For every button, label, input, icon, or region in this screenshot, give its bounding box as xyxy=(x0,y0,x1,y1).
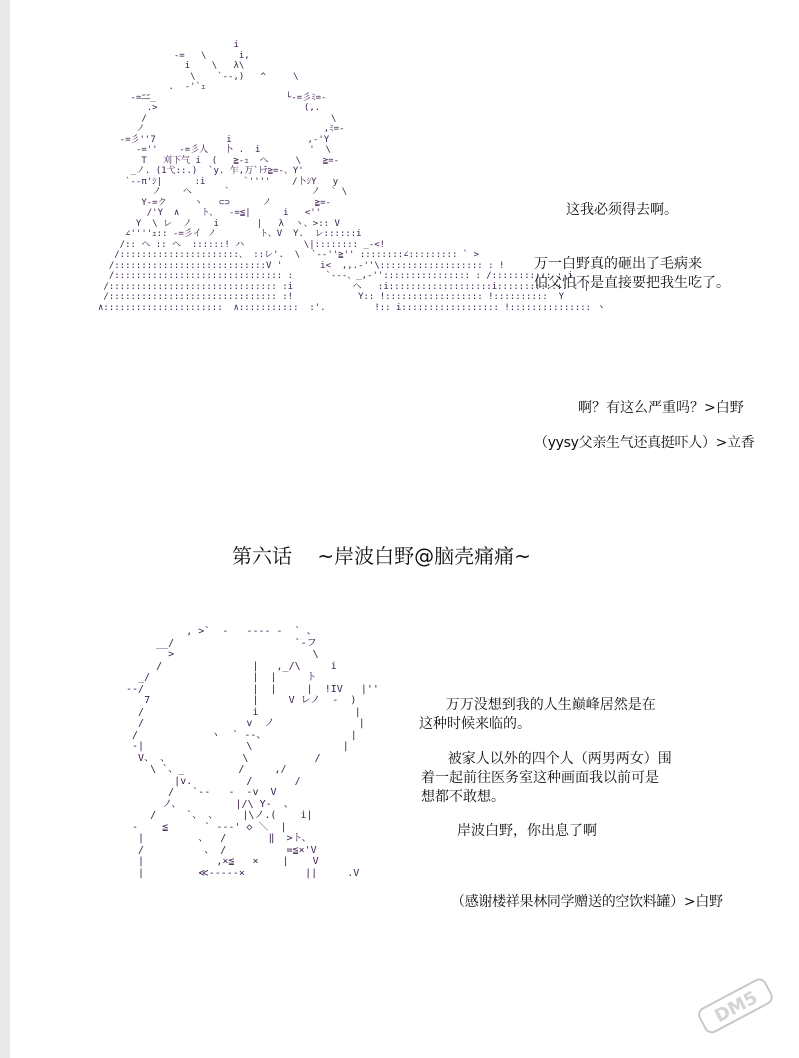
monologue-3: 岸波白野，你出息了啊 xyxy=(457,823,597,839)
watermark-text: DM5 xyxy=(711,987,762,1028)
ascii-art-top: i -= \ i, i \ λ\ \ `--,) ^ \ . -'`ｭ -=ﾆﾆ_ └-=彡ﾐ=- .> (,. / \ ノ ,ﾐ=- -=彡''7 i ,-'Y -='' -=彡人 卜 . i ' \ T 刈下气 i ( ≧-ｭ ヘ \ ≧=- _ノ. (1弋::.) `y. 乍,万`ﾄﾃ≧=-、Y' `--π'ｼ| :i `'''' /卜ｼY y ノ ヘ ` ノ ` \ Y-=ク ヽ ⊂⊃ ノ ≧=- /'Y ∧ ト、 -=≦| i <'' Y \ レ ノ i | λ ヽ、>:: V ∠''''ｭ:: -=彡イ ノ ト、V Y. レ::::::i /:: ヘ :: ヘ ::::::! ハ \|:::::::: _-<! /::::::::::::::::::::::、 ::レ'. \ `--''≧'' ::::::::∠::::::::: ` > /::::::::::::::::::::::::::::V ' i< ,,.-''\::::::::::::::::::: : ! /::::::::::::::::::::::::::::::: : `---、_,-'':::::::::::::::: : /::::::::::: : i /::::::::::::::::::::::::::::::: :i ヘ :i:::::::::::::::::::i::::::::::::: : | /::::::::::::::::::::::::::::::: :! Y:: !:::::::::::::::::: !:::::::::: Y ∧:::::::::::::::::::::: ∧::::::::::: :'. !:: i:::::::::::::::::: !::::::::::::::: ヽ xyxy=(98,40,606,313)
dialogue-line-1: 这我必须得去啊。 xyxy=(566,202,678,218)
monologue-2: 被家人以外的四个人（两男两女）围 着一起前往医务室这种画面我以前可是 想都不敢想。 xyxy=(421,751,672,805)
dialogue-line-2: 万一白野真的砸出了毛病来 伯父怕不是直接要把我生吃了。 xyxy=(534,256,730,291)
dialogue-line-4: （yysy父亲生气还真挺吓人）>立香 xyxy=(534,435,755,451)
dialogue-line-3: 啊？有这么严重吗？>白野 xyxy=(578,400,744,416)
chapter-title: 第六话 ~岸波白野@脑壳痛痛~ xyxy=(232,544,531,568)
page-edge xyxy=(0,0,10,1058)
monologue-4: （感谢楼祥果林同学赠送的空饮料罐）>白野 xyxy=(451,894,723,910)
ascii-art-bottom: , >` - ---- - ` 、 __/ `-フ > \ / | ,_/\ i _/ | | ト --/ | | | !IV |'' 7 | V レノ ‐ ) / i | / v ノ | / ヽ ` --、 | ‐| \ | V、 、 \ / \ `、_ / ,/ |v. / / / `-- - -v V ノ、 |/\ Y- 、 / `、 、 |\ノ.( i| ‐ ≦ ` ---' ◇ ＼ | | 、 / ‖ >ト、 / 、 / =≦×'V | ,×≦ × | V | ≪-----× || .V xyxy=(126,626,379,879)
monologue-1: 万万没想到我的人生巅峰居然是在 这种时候来临的。 xyxy=(419,697,656,732)
dm5-watermark-logo xyxy=(690,975,780,1035)
